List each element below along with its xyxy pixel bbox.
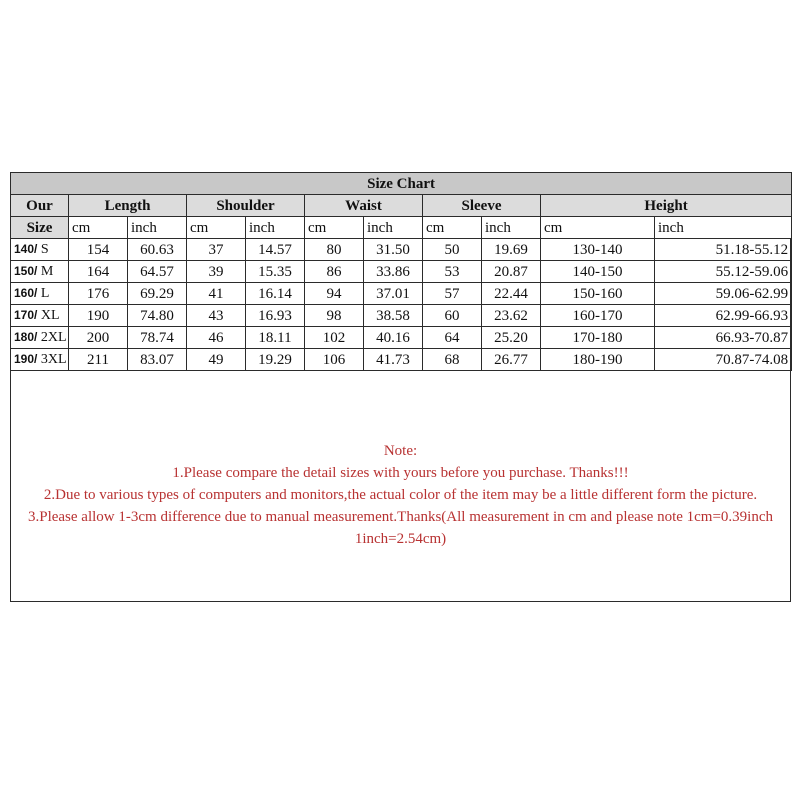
table-cell: 154 xyxy=(69,239,128,261)
size-code: XL xyxy=(40,308,60,323)
table-cell: 50 xyxy=(423,239,482,261)
table-cell: 37 xyxy=(187,239,246,261)
table-cell: 59.06-62.99 xyxy=(655,283,792,305)
header-length: Length xyxy=(69,195,187,217)
table-row xyxy=(11,261,792,283)
table-row xyxy=(11,283,792,305)
table-cell: 23.62 xyxy=(482,305,541,327)
table-cell: 26.77 xyxy=(482,349,541,371)
table-cell: 69.29 xyxy=(128,283,187,305)
header-size: Size xyxy=(11,217,69,239)
header-shoulder: Shoulder xyxy=(187,195,305,217)
header-waist: Waist xyxy=(305,195,423,217)
table-cell: 57 xyxy=(423,283,482,305)
size-code: M xyxy=(40,264,54,279)
table-cell: 62.99-66.93 xyxy=(655,305,792,327)
size-code: L xyxy=(40,286,50,301)
table-cell: 55.12-59.06 xyxy=(655,261,792,283)
table-cell: 25.20 xyxy=(482,327,541,349)
table-cell: 68 xyxy=(423,349,482,371)
table-cell: 19.69 xyxy=(482,239,541,261)
table-cell: 170-180 xyxy=(541,327,655,349)
table-cell: 53 xyxy=(423,261,482,283)
table-cell: 150-160 xyxy=(541,283,655,305)
table-cell: 66.93-70.87 xyxy=(655,327,792,349)
table-cell: 164 xyxy=(69,261,128,283)
table-cell: 78.74 xyxy=(128,327,187,349)
table-cell: 98 xyxy=(305,305,364,327)
unit-cell: cm xyxy=(305,217,364,239)
height-prefix: 160/ xyxy=(14,286,38,300)
size-code: S xyxy=(40,242,49,257)
height-prefix: 170/ xyxy=(14,308,38,322)
table-cell: 70.87-74.08 xyxy=(655,349,792,371)
table-cell: 160-170 xyxy=(541,305,655,327)
table-cell: 64 xyxy=(423,327,482,349)
chart-title: Size Chart xyxy=(11,173,792,195)
table-cell: 14.57 xyxy=(246,239,305,261)
note-line-1: 1.Please compare the detail sizes with yours before you purchase. Thanks!!! xyxy=(172,465,629,481)
table-cell: 46 xyxy=(187,327,246,349)
table-cell: 33.86 xyxy=(364,261,423,283)
table-cell: 40.16 xyxy=(364,327,423,349)
table-cell: 16.93 xyxy=(246,305,305,327)
header-height: Height xyxy=(541,195,792,217)
size-chart-table xyxy=(10,172,792,371)
size-label xyxy=(11,349,69,371)
table-cell: 80 xyxy=(305,239,364,261)
table-cell: 49 xyxy=(187,349,246,371)
table-cell: 18.11 xyxy=(246,327,305,349)
table-cell: 83.07 xyxy=(128,349,187,371)
unit-cell: cm xyxy=(187,217,246,239)
header-sleeve: Sleeve xyxy=(423,195,541,217)
table-cell: 211 xyxy=(69,349,128,371)
table-cell: 180-190 xyxy=(541,349,655,371)
note-heading: Note: xyxy=(383,443,418,459)
table-cell: 64.57 xyxy=(128,261,187,283)
table-row xyxy=(11,305,792,327)
size-label xyxy=(11,239,69,261)
unit-cell: cm xyxy=(69,217,128,239)
table-cell: 74.80 xyxy=(128,305,187,327)
table-cell: 22.44 xyxy=(482,283,541,305)
size-rows xyxy=(11,239,792,371)
table-cell: 200 xyxy=(69,327,128,349)
table-cell: 190 xyxy=(69,305,128,327)
height-prefix: 140/ xyxy=(14,242,38,256)
table-cell: 102 xyxy=(305,327,364,349)
unit-cell: inch xyxy=(364,217,423,239)
table-row xyxy=(11,349,792,371)
size-label xyxy=(11,261,69,283)
table-cell: 31.50 xyxy=(364,239,423,261)
unit-cell: inch xyxy=(655,217,792,239)
table-cell: 86 xyxy=(305,261,364,283)
table-cell: 15.35 xyxy=(246,261,305,283)
table-cell: 37.01 xyxy=(364,283,423,305)
table-cell: 94 xyxy=(305,283,364,305)
table-cell: 51.18-55.12 xyxy=(655,239,792,261)
table-cell: 60 xyxy=(423,305,482,327)
height-prefix: 190/ xyxy=(14,352,38,366)
table-cell: 41 xyxy=(187,283,246,305)
table-cell: 176 xyxy=(69,283,128,305)
table-cell: 16.14 xyxy=(246,283,305,305)
note-line-2: 2.Due to various types of computers and monitors,the actual color of the item may be a little different form the picture. xyxy=(43,487,758,503)
table-cell: 41.73 xyxy=(364,349,423,371)
table-cell: 39 xyxy=(187,261,246,283)
table-cell: 20.87 xyxy=(482,261,541,283)
note-line-3: 3.Please allow 1-3cm difference due to manual measurement.Thanks(All measurement in cm and please note 1cm=0.39inch 1inch=2.54cm) xyxy=(27,509,774,547)
unit-cell: cm xyxy=(541,217,655,239)
unit-cell: cm xyxy=(423,217,482,239)
size-label xyxy=(11,305,69,327)
table-cell: 60.63 xyxy=(128,239,187,261)
unit-cell: inch xyxy=(482,217,541,239)
size-label xyxy=(11,327,69,349)
table-cell: 43 xyxy=(187,305,246,327)
size-code: 2XL xyxy=(40,330,67,345)
size-code: 3XL xyxy=(40,352,67,367)
table-cell: 140-150 xyxy=(541,261,655,283)
table-cell: 19.29 xyxy=(246,349,305,371)
table-row xyxy=(11,239,792,261)
size-label xyxy=(11,283,69,305)
note-block xyxy=(12,440,789,550)
header-our: Our xyxy=(11,195,69,217)
unit-cell: inch xyxy=(246,217,305,239)
unit-cell: inch xyxy=(128,217,187,239)
height-prefix: 150/ xyxy=(14,264,38,278)
table-row xyxy=(11,327,792,349)
table-cell: 38.58 xyxy=(364,305,423,327)
table-cell: 106 xyxy=(305,349,364,371)
table-cell: 130-140 xyxy=(541,239,655,261)
height-prefix: 180/ xyxy=(14,330,38,344)
